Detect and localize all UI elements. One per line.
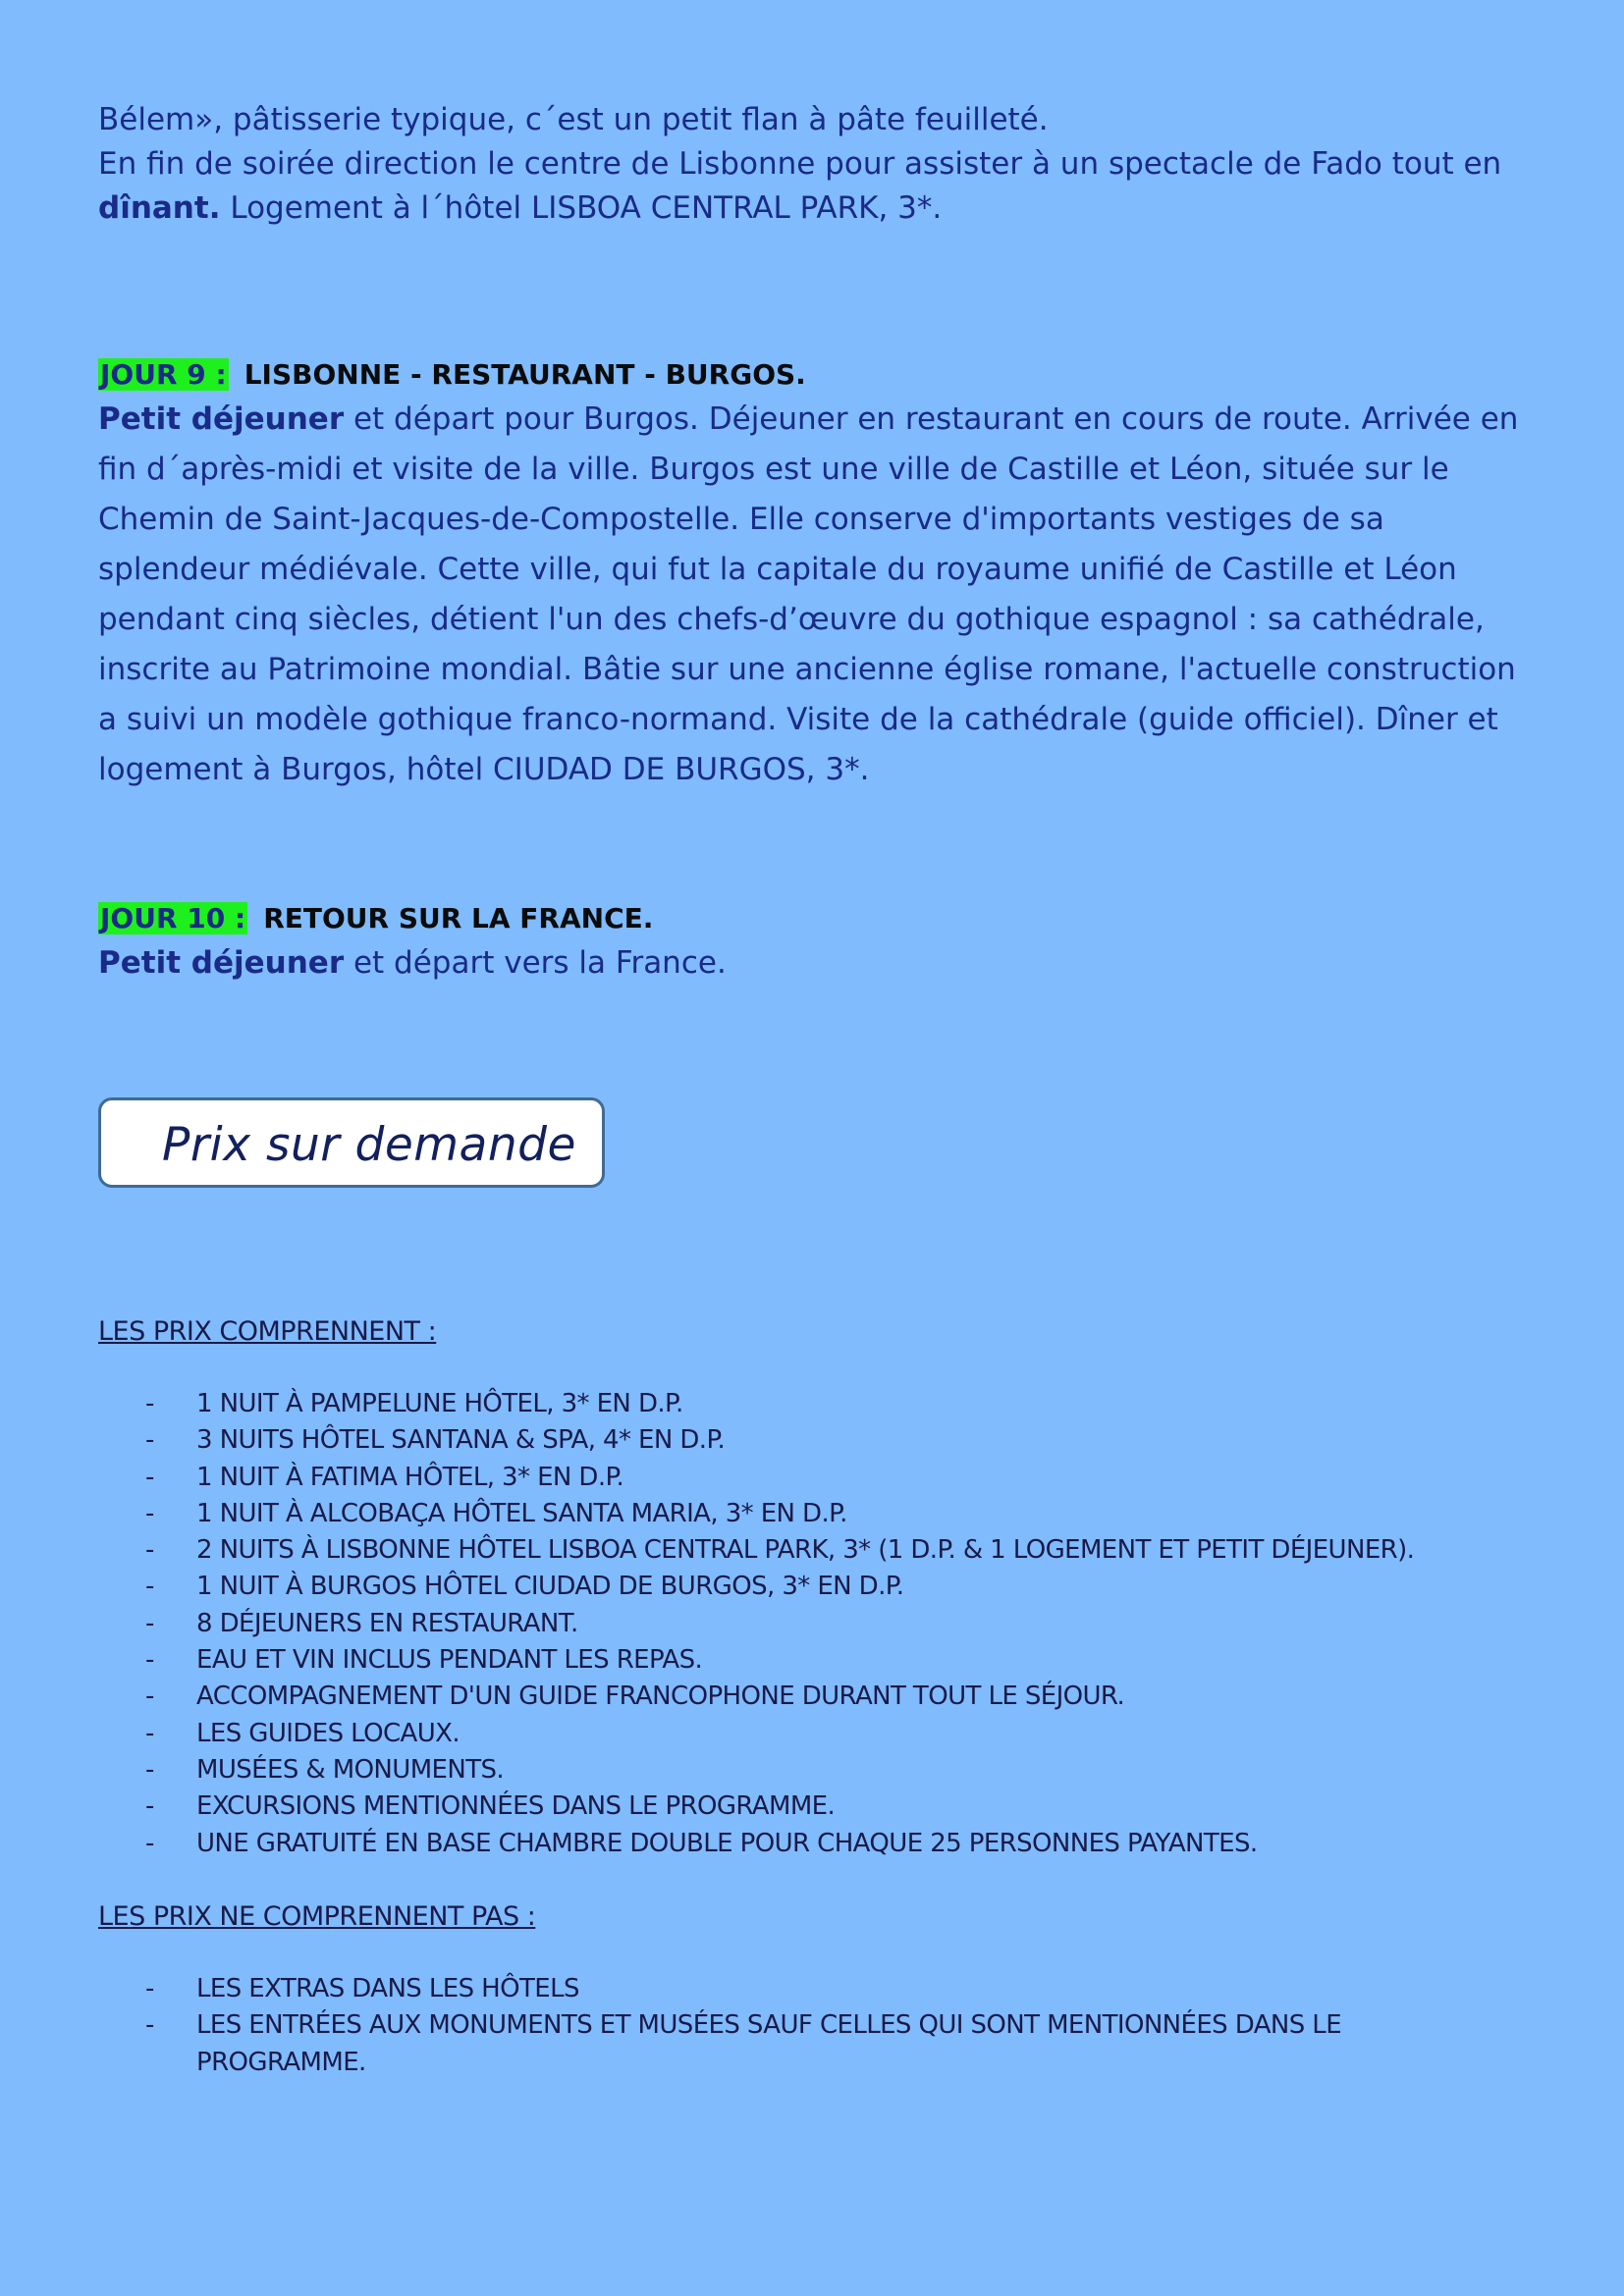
intro-line-2 xyxy=(98,142,1532,231)
day-10-body: et départ vers la France. xyxy=(344,945,727,981)
list-item: - 8 DÉJEUNERS EN RESTAURANT. xyxy=(145,1606,1414,1642)
list-item: - UNE GRATUITÉ EN BASE CHAMBRE DOUBLE POUR CHAQUE 25 PERSONNES PAYANTES. xyxy=(145,1826,1414,1862)
list-item: - LES EXTRAS DANS LES HÔTELS xyxy=(145,1971,1473,2007)
included-list xyxy=(145,1386,1414,1862)
list-item: - 1 NUIT À PAMPELUNE HÔTEL, 3* EN D.P. xyxy=(145,1386,1414,1422)
intro-line-2-text: En fin de soirée direction le centre de Lisbonne pour assister à un spectacle de Fado tout en xyxy=(98,146,1502,182)
list-item: - EAU ET VIN INCLUS PENDANT LES REPAS. xyxy=(145,1642,1414,1679)
day-10-title: RETOUR SUR LA FRANCE. xyxy=(263,902,654,934)
list-item: - LES ENTRÉES AUX MONUMENTS ET MUSÉES SAUF CELLES QUI SONT MENTIONNÉES DANS LE PROGRAMME. xyxy=(145,2007,1473,2081)
day-9-section xyxy=(98,355,1532,795)
list-item: - ACCOMPAGNEMENT D'UN GUIDE FRANCOPHONE DURANT TOUT LE SÉJOUR. xyxy=(145,1679,1414,1715)
excluded-list xyxy=(145,1971,1473,2081)
intro-line-1: Bélem», pâtisserie typique, c´est un petit flan à pâte feuilleté. xyxy=(98,102,1049,137)
intro-rest: Logement à l´hôtel LISBOA CENTRAL PARK, 3*. xyxy=(220,190,943,226)
included-heading: LES PRIX COMPRENNENT : xyxy=(98,1316,437,1347)
list-item: - 3 NUITS HÔTEL SANTANA & SPA, 4* EN D.P. xyxy=(145,1422,1414,1459)
price-on-request-text: Prix sur demande xyxy=(162,1118,576,1172)
list-item: - 1 NUIT À FATIMA HÔTEL, 3* EN D.P. xyxy=(145,1460,1414,1496)
day-9-bold: Petit déjeuner xyxy=(98,401,345,437)
day-9-label: JOUR 9 : xyxy=(100,358,227,391)
excluded-heading: LES PRIX NE COMPRENNENT PAS : xyxy=(98,1901,536,1932)
intro-paragraph xyxy=(98,98,1532,231)
list-item: - MUSÉES & MONUMENTS. xyxy=(145,1752,1414,1789)
day-10-text xyxy=(98,938,1532,988)
intro-bold: dînant. xyxy=(98,190,221,226)
list-item: - LES GUIDES LOCAUX. xyxy=(145,1716,1414,1752)
day-9-header xyxy=(98,355,1532,395)
day-10-label: JOUR 10 : xyxy=(100,902,246,934)
list-item: - EXCURSIONS MENTIONNÉES DANS LE PROGRAMME. xyxy=(145,1789,1414,1825)
list-item: - 2 NUITS À LISBONNE HÔTEL LISBOA CENTRAL PARK, 3* (1 D.P. & 1 LOGEMENT ET PETIT DÉJEUNER). xyxy=(145,1532,1414,1569)
list-item: - 1 NUIT À ALCOBAÇA HÔTEL SANTA MARIA, 3* EN D.P. xyxy=(145,1496,1414,1532)
day-10-bold: Petit déjeuner xyxy=(98,945,345,981)
list-item: - 1 NUIT À BURGOS HÔTEL CIUDAD DE BURGOS, 3* EN D.P. xyxy=(145,1569,1414,1605)
day-9-title: LISBONNE - RESTAURANT - BURGOS. xyxy=(244,358,806,391)
day-10-header xyxy=(98,899,1532,938)
day-9-body: et départ pour Burgos. Déjeuner en restaurant en cours de route. Arrivée en fin d´après-midi et visite de la ville. Burgos est une ville de Castille et Léon, située sur le Chemin de Saint-Jacques-de-Compostelle. Elle conserve d'importants vestiges de sa splendeur médiévale. Cette ville, qui fut la capitale du royaume unifié de Castille et Léon pendant cinq siècles, détient l'un des chefs-d’œuvre du gothique espagnol : sa cathédrale, inscrite au Patrimoine mondial. Bâtie sur une ancienne église romane, l'actuelle construction a suivi un modèle gothique franco-normand. Visite de la cathédrale (guide officiel). Dîner et logement à Burgos, hôtel CIUDAD DE BURGOS, 3*. xyxy=(98,401,1519,787)
price-on-request-box xyxy=(98,1097,605,1188)
day-9-text xyxy=(98,395,1532,795)
day-10-section xyxy=(98,899,1532,988)
